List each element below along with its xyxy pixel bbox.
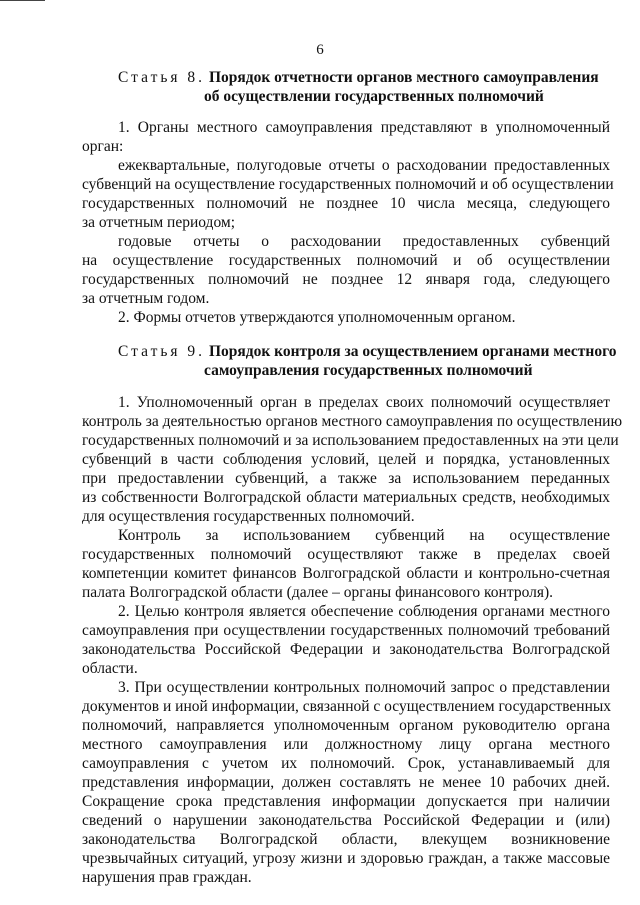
article-9-line: самоуправления с учетом их полномочий. Срок, устанавливаемый для xyxy=(82,755,610,772)
article-8-line: на осуществление государственных полномочий и об осуществлении xyxy=(82,252,610,269)
article-9-title-line2: самоуправления государственных полномочий xyxy=(204,362,533,379)
article-9-line: 3. При осуществлении контрольных полномочий запрос о представлении xyxy=(118,679,610,696)
article-8-line: орган: xyxy=(82,138,124,155)
article-8-title-line1: Порядок отчетности органов местного самоуправления xyxy=(208,69,599,86)
article-8-line: 2. Формы отчетов утверждаются уполномоченным органом. xyxy=(118,309,516,326)
article-9-line: субвенций в части соблюдения условий, целей и порядка, установленных xyxy=(82,451,610,468)
article-9-line: полномочий, направляется уполномоченным органом руководителю органа xyxy=(82,717,610,734)
article-8-line: годовые отчеты о расходовании предоставленных субвенций xyxy=(118,233,610,250)
article-9-line: документов и иной информации, связанной с осуществлением государственных xyxy=(82,698,612,715)
article-9-line: представления информации, должен составлять не менее 10 рабочих дней. xyxy=(82,774,610,791)
article-9-line: нарушения прав граждан. xyxy=(82,869,252,886)
article-9-line: самоуправления при осуществлении государственных полномочий требований xyxy=(82,622,610,639)
article-8-label: Статья 8. xyxy=(118,69,206,86)
article-9-line: области. xyxy=(82,660,138,677)
article-8-line: государственных полномочий не позднее 10 числа месяца, следующего xyxy=(82,195,610,212)
article-9-line: государственных полномочий и за использованием предоставленных на эти цели xyxy=(82,432,619,449)
article-9-line: государственных полномочий осуществляют также в пределах своей xyxy=(82,546,610,563)
article-9-line: из собственности Волгоградской области материальных средств, необходимых xyxy=(82,489,610,506)
article-9-line: компетенции комитет финансов Волгоградской области и контрольно-счетная xyxy=(82,565,610,582)
article-8-line: субвенций на осуществление государственных полномочий и об осуществлении xyxy=(82,176,614,193)
article-9-heading xyxy=(82,342,617,380)
article-9-line: Контроль за использованием субвенций на осуществление xyxy=(118,527,610,544)
article-8-title-line2: об осуществлении государственных полномочий xyxy=(204,88,544,105)
article-8-heading xyxy=(82,68,610,106)
article-8-line: за отчетным годом. xyxy=(82,290,210,307)
article-9-line: чрезвычайных ситуаций, угрозу жизни и здоровью граждан, а также массовые xyxy=(82,850,610,867)
page-number: 6 xyxy=(316,42,324,58)
article-9-line: контроль за деятельностью органов местного самоуправления по осуществлению xyxy=(82,413,623,430)
article-9-title-line1: Порядок контроля за осуществлением органами местного xyxy=(208,343,617,360)
top-rule xyxy=(0,0,45,1)
article-9-line: палата Волгоградской области (далее – органы финансового контроля). xyxy=(82,584,554,601)
article-8-line: ежеквартальные, полугодовые отчеты о расходовании предоставленных xyxy=(118,157,610,174)
article-9-line: при предоставлении субвенций, а также за использованием переданных xyxy=(82,470,610,487)
article-8-line: государственных полномочий не позднее 12 января года, следующего xyxy=(82,271,610,288)
article-9-line: для осуществления государственных полномочий. xyxy=(82,508,415,525)
article-8-line: 1. Органы местного самоуправления представляют в уполномоченный xyxy=(118,119,610,136)
article-9-line: 1. Уполномоченный орган в пределах своих полномочий осуществляет xyxy=(118,394,610,411)
article-9-line: законодательства Российской Федерации и законодательства Волгоградской xyxy=(82,641,610,658)
article-9-line: законодательства Волгоградской области, влекущем возникновение xyxy=(82,831,610,848)
article-9-line: сведений о нарушении законодательства Российской Федерации и (или) xyxy=(82,812,610,829)
article-9-label: Статья 9. xyxy=(118,343,206,360)
article-9-line: местного самоуправления или должностному лицу органа местного xyxy=(82,736,610,753)
article-8-line: за отчетным периодом; xyxy=(82,214,236,231)
article-9-line: 2. Целью контроля является обеспечение соблюдения органами местного xyxy=(118,603,610,620)
article-9-line: Сокращение срока представления информации допускается при наличии xyxy=(82,793,610,810)
